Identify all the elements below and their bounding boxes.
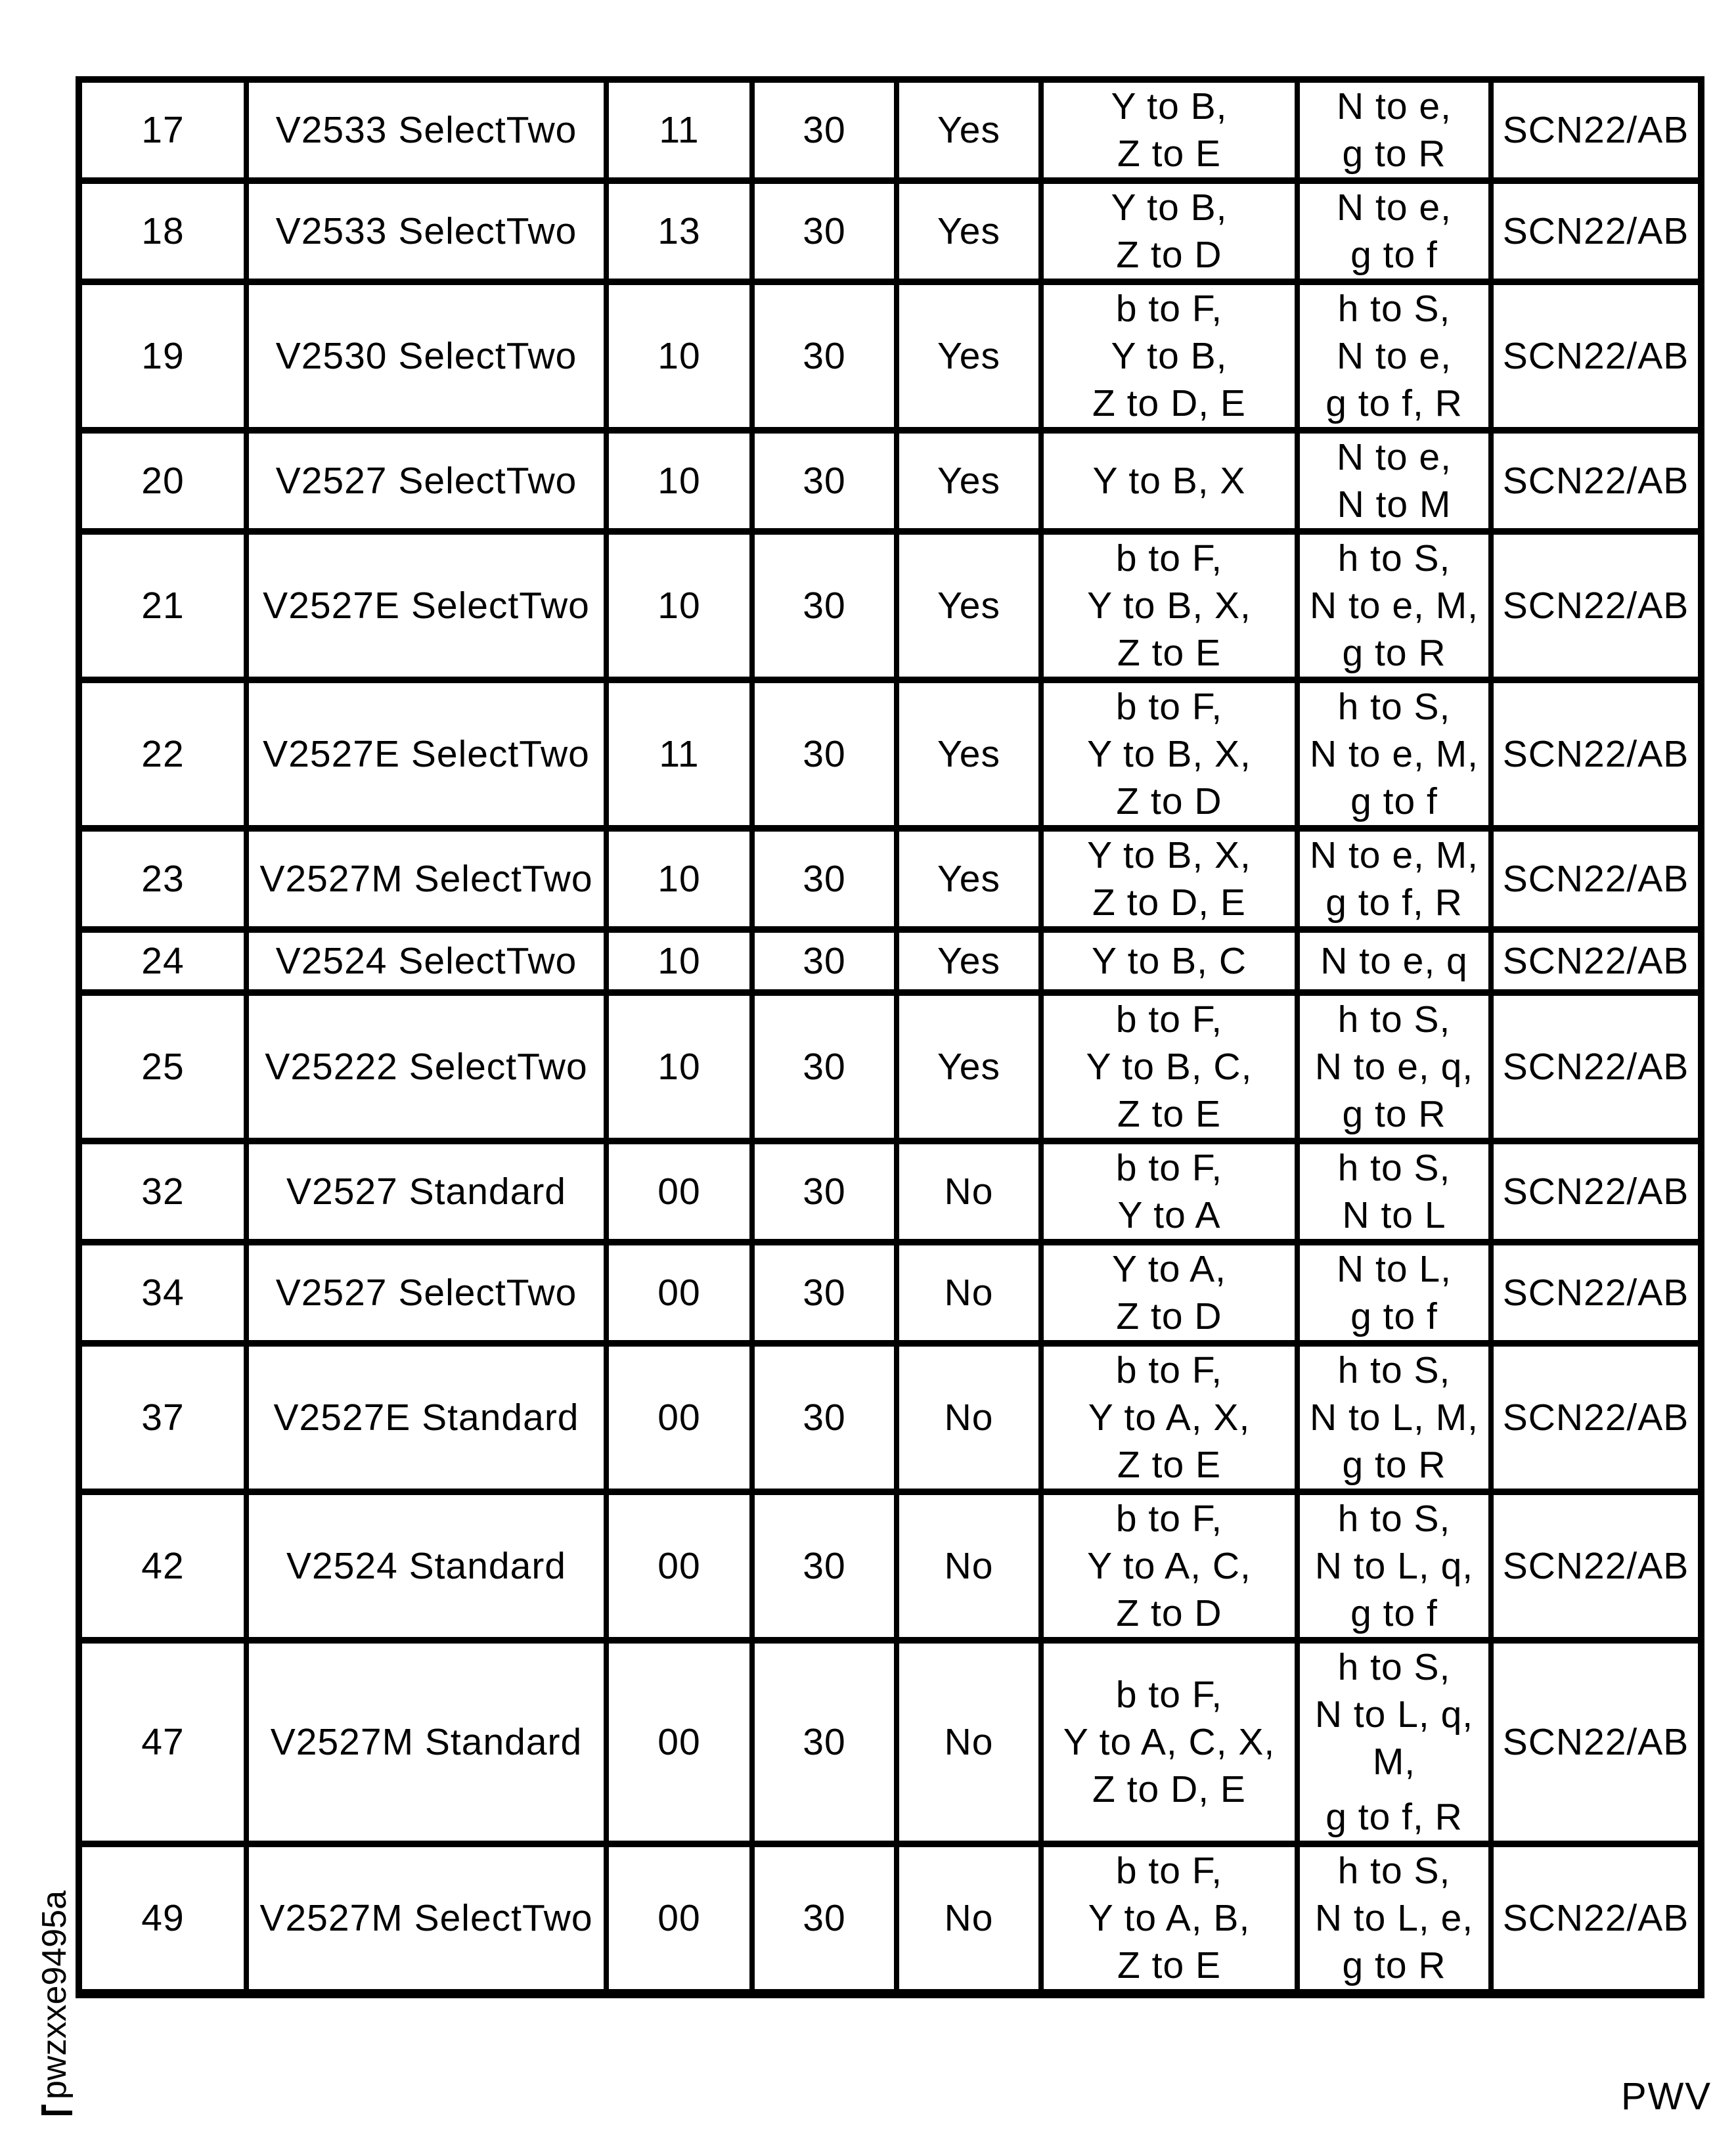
cell-code: 00 (606, 1343, 752, 1492)
mapping-line: N to e, (1337, 436, 1452, 478)
cell-model: V2527E SelectTwo (246, 680, 606, 828)
cell-model: V2524 SelectTwo (246, 929, 606, 993)
mapping-line: Y to B, X (1092, 460, 1246, 502)
mapping-line: g to f (1350, 234, 1438, 276)
cell-model: V2533 SelectTwo (246, 181, 606, 282)
cell-quantity: 30 (752, 282, 897, 430)
mapping-line: h to S, (1337, 686, 1451, 728)
cell-flag: No (897, 1343, 1041, 1492)
cell-code: 10 (606, 929, 752, 993)
cell-quantity: 30 (752, 680, 897, 828)
table-row (79, 430, 1701, 531)
cell-quantity: 30 (752, 1242, 897, 1343)
mapping-line: h to S, (1337, 1498, 1451, 1540)
cell-mapping-secondary (1297, 282, 1491, 430)
cell-mapping-primary (1041, 1343, 1297, 1492)
cell-code: 00 (606, 1640, 752, 1844)
mapping-line: N to e, (1337, 85, 1452, 127)
cell-flag: Yes (897, 993, 1041, 1141)
mapping-line: b to F, (1115, 1674, 1223, 1716)
mapping-line: N to L (1342, 1194, 1446, 1236)
mapping-line: b to F, (1115, 537, 1223, 579)
table-row (79, 680, 1701, 828)
cell-code: 11 (606, 680, 752, 828)
mapping-line: N to L, q, (1314, 1693, 1474, 1736)
cell-mapping-secondary (1297, 79, 1491, 181)
mapping-line: Z to E (1117, 1093, 1222, 1135)
cell-index: 37 (79, 1343, 246, 1492)
mapping-line: g to R (1342, 632, 1446, 674)
page-mark: PWV (1621, 2075, 1712, 2118)
mapping-line: Z to D (1116, 1295, 1222, 1337)
cell-model: V2524 Standard (246, 1492, 606, 1640)
cell-code: 13 (606, 181, 752, 282)
mapping-line: Z to E (1117, 133, 1222, 175)
mapping-line: Y to B, (1111, 335, 1228, 377)
mapping-line: Y to B, (1111, 187, 1228, 229)
mapping-line: g to R (1342, 133, 1446, 175)
cell-code: 10 (606, 282, 752, 430)
cell-model: V2527M Standard (246, 1640, 606, 1844)
mapping-line: Y to B, X, (1087, 834, 1251, 876)
mapping-line: Y to A, X, (1088, 1397, 1251, 1439)
cell-code: 00 (606, 1492, 752, 1640)
table-row (79, 1492, 1701, 1640)
table-row (79, 79, 1701, 181)
cell-index: 24 (79, 929, 246, 993)
mapping-line: Y to B, X, (1087, 585, 1251, 627)
cell-index: 22 (79, 680, 246, 828)
mapping-line: g to f (1350, 780, 1438, 822)
mapping-line: g to f, R (1325, 382, 1463, 424)
cell-scn: SCN22/AB (1491, 1492, 1701, 1640)
cell-code: 00 (606, 1242, 752, 1343)
cell-quantity: 30 (752, 993, 897, 1141)
mapping-line: h to S, (1337, 1147, 1451, 1189)
cell-mapping-secondary (1297, 1844, 1491, 1994)
cell-mapping-primary (1041, 181, 1297, 282)
cell-flag: No (897, 1640, 1041, 1844)
table-row (79, 1844, 1701, 1994)
table-body (79, 79, 1701, 1994)
cell-scn: SCN22/AB (1491, 1343, 1701, 1492)
mapping-line: b to F, (1115, 1498, 1223, 1540)
mapping-line: Y to B, C, (1086, 1046, 1253, 1088)
mapping-line: h to S, (1337, 537, 1451, 579)
cell-mapping-primary (1041, 79, 1297, 181)
cell-mapping-primary (1041, 929, 1297, 993)
mapping-line: Z to D, E (1092, 382, 1246, 424)
cell-code: 10 (606, 828, 752, 929)
mapping-line: Z to E (1117, 1444, 1222, 1486)
cell-quantity: 30 (752, 181, 897, 282)
cell-mapping-secondary (1297, 531, 1491, 680)
cell-scn: SCN22/AB (1491, 531, 1701, 680)
cell-quantity: 30 (752, 531, 897, 680)
table-row (79, 531, 1701, 680)
cell-index: 20 (79, 430, 246, 531)
mapping-line: N to e, M, (1309, 585, 1479, 627)
mapping-line: N to e, (1337, 187, 1452, 229)
cell-quantity: 30 (752, 929, 897, 993)
mapping-line: g to f, R (1325, 882, 1463, 924)
table-row (79, 181, 1701, 282)
cell-scn: SCN22/AB (1491, 929, 1701, 993)
mapping-line: Y to B, (1111, 85, 1228, 127)
mapping-line: b to F, (1115, 998, 1223, 1041)
mapping-line: Z to E (1117, 632, 1222, 674)
cell-scn: SCN22/AB (1491, 828, 1701, 929)
mapping-line: Z to D, E (1092, 1768, 1246, 1810)
cell-code: 10 (606, 531, 752, 680)
mapping-line: Y to A, C, (1087, 1545, 1251, 1587)
cell-scn: SCN22/AB (1491, 282, 1701, 430)
cell-mapping-primary (1041, 430, 1297, 531)
cell-index: 21 (79, 531, 246, 680)
cell-index: 42 (79, 1492, 246, 1640)
mapping-line: g to f (1350, 1295, 1438, 1337)
cell-mapping-primary (1041, 828, 1297, 929)
cell-mapping-secondary (1297, 1492, 1491, 1640)
mapping-line: Z to D (1116, 1592, 1222, 1634)
mapping-line: g to R (1342, 1944, 1446, 1986)
cell-code: 11 (606, 79, 752, 181)
cell-quantity: 30 (752, 1141, 897, 1242)
table-row (79, 282, 1701, 430)
cell-index: 23 (79, 828, 246, 929)
cell-flag: Yes (897, 282, 1041, 430)
mapping-line: N to e, M, (1309, 733, 1479, 775)
mapping-line: N to M (1337, 483, 1452, 526)
mapping-line: g to f (1350, 1592, 1438, 1634)
cell-mapping-primary (1041, 282, 1297, 430)
cell-flag: Yes (897, 531, 1041, 680)
cell-mapping-secondary (1297, 181, 1491, 282)
mapping-line: g to R (1342, 1093, 1446, 1135)
cell-code: 10 (606, 430, 752, 531)
cell-mapping-primary (1041, 1141, 1297, 1242)
mapping-line: Y to B, C (1091, 940, 1247, 982)
cell-scn: SCN22/AB (1491, 79, 1701, 181)
cell-mapping-secondary (1297, 1141, 1491, 1242)
cell-index: 17 (79, 79, 246, 181)
cell-flag: No (897, 1844, 1041, 1994)
cell-index: 34 (79, 1242, 246, 1343)
cell-mapping-secondary (1297, 430, 1491, 531)
mapping-line: g to R (1342, 1444, 1446, 1486)
cell-model: V2533 SelectTwo (246, 79, 606, 181)
cell-quantity: 30 (752, 1492, 897, 1640)
cell-model: V2527 SelectTwo (246, 430, 606, 531)
cell-mapping-secondary (1297, 1640, 1491, 1844)
cell-code: 00 (606, 1844, 752, 1994)
table-row (79, 993, 1701, 1141)
mapping-line: Z to D, E (1092, 882, 1246, 924)
cell-code: 00 (606, 1141, 752, 1242)
mapping-line: Z to E (1117, 1944, 1222, 1986)
cell-mapping-primary (1041, 993, 1297, 1141)
table-row (79, 1640, 1701, 1844)
mapping-line: N to e, q (1320, 940, 1468, 982)
cell-model: V2527M SelectTwo (246, 1844, 606, 1994)
corner-bracket-icon (41, 2105, 72, 2115)
cell-mapping-secondary (1297, 1242, 1491, 1343)
cell-mapping-secondary (1297, 828, 1491, 929)
cell-flag: Yes (897, 929, 1041, 993)
cell-flag: Yes (897, 79, 1041, 181)
cell-mapping-primary (1041, 1844, 1297, 1994)
mapping-line: h to S, (1337, 998, 1451, 1041)
cell-model: V2527M SelectTwo (246, 828, 606, 929)
cell-quantity: 30 (752, 1640, 897, 1844)
mapping-line: N to L, M, (1309, 1397, 1479, 1439)
cell-quantity: 30 (752, 430, 897, 531)
doc-code-text: pwzxxe9495a (35, 1891, 74, 2099)
mapping-line: Z to D (1116, 234, 1222, 276)
mapping-line: M, (1372, 1741, 1416, 1783)
cell-flag: Yes (897, 680, 1041, 828)
cell-model: V2527E SelectTwo (246, 531, 606, 680)
mapping-line: Y to B, X, (1087, 733, 1251, 775)
cell-flag: No (897, 1492, 1041, 1640)
cell-mapping-primary (1041, 680, 1297, 828)
cell-model: V2527 SelectTwo (246, 1242, 606, 1343)
mapping-line: h to S, (1337, 1349, 1451, 1391)
cell-flag: Yes (897, 430, 1041, 531)
cell-scn: SCN22/AB (1491, 1640, 1701, 1844)
cell-mapping-primary (1041, 1640, 1297, 1844)
cell-model: V2527E Standard (246, 1343, 606, 1492)
table-row (79, 1343, 1701, 1492)
mapping-line: h to S, (1337, 1646, 1451, 1688)
mapping-line: b to F, (1115, 288, 1223, 330)
cell-flag: No (897, 1242, 1041, 1343)
cell-scn: SCN22/AB (1491, 1141, 1701, 1242)
mapping-line: Y to A, C, X, (1063, 1721, 1276, 1763)
data-table (76, 76, 1704, 1998)
cell-model: V2527 Standard (246, 1141, 606, 1242)
cell-quantity: 30 (752, 1844, 897, 1994)
mapping-line: Y to A (1117, 1194, 1221, 1236)
cell-flag: Yes (897, 828, 1041, 929)
cell-mapping-secondary (1297, 993, 1491, 1141)
mapping-line: Y to A, B, (1088, 1897, 1251, 1939)
cell-mapping-primary (1041, 1492, 1297, 1640)
cell-index: 25 (79, 993, 246, 1141)
cell-mapping-secondary (1297, 680, 1491, 828)
mapping-line: b to F, (1115, 686, 1223, 728)
cell-quantity: 30 (752, 79, 897, 181)
mapping-line: Y to A, (1112, 1248, 1226, 1290)
cell-mapping-secondary (1297, 929, 1491, 993)
cell-index: 32 (79, 1141, 246, 1242)
table-row (79, 1242, 1701, 1343)
cell-index: 47 (79, 1640, 246, 1844)
table-row (79, 929, 1701, 993)
cell-scn: SCN22/AB (1491, 1242, 1701, 1343)
mapping-line: N to L, (1337, 1248, 1452, 1290)
cell-scn: SCN22/AB (1491, 1844, 1701, 1994)
cell-flag: Yes (897, 181, 1041, 282)
mapping-line: h to S, (1337, 1850, 1451, 1892)
mapping-line: h to S, (1337, 288, 1451, 330)
mapping-line: b to F, (1115, 1147, 1223, 1189)
cell-flag: No (897, 1141, 1041, 1242)
mapping-line: g to f, R (1325, 1796, 1463, 1838)
cell-code: 10 (606, 993, 752, 1141)
cell-mapping-primary (1041, 531, 1297, 680)
cell-quantity: 30 (752, 1343, 897, 1492)
cell-quantity: 30 (752, 828, 897, 929)
cell-scn: SCN22/AB (1491, 993, 1701, 1141)
table-row (79, 1141, 1701, 1242)
mapping-line: N to e, (1337, 335, 1452, 377)
mapping-line: N to e, q, (1314, 1046, 1474, 1088)
mapping-line: N to L, q, (1314, 1545, 1474, 1587)
mapping-line: Z to D (1116, 780, 1222, 822)
mapping-line: N to L, e, (1314, 1897, 1474, 1939)
cell-mapping-primary (1041, 1242, 1297, 1343)
cell-scn: SCN22/AB (1491, 181, 1701, 282)
cell-scn: SCN22/AB (1491, 680, 1701, 828)
mapping-line: N to e, M, (1309, 834, 1479, 876)
cell-mapping-secondary (1297, 1343, 1491, 1492)
mapping-line: b to F, (1115, 1850, 1223, 1892)
mapping-line: b to F, (1115, 1349, 1223, 1391)
cell-index: 18 (79, 181, 246, 282)
doc-code-vertical (34, 1891, 75, 2115)
cell-index: 49 (79, 1844, 246, 1994)
cell-index: 19 (79, 282, 246, 430)
table-row (79, 828, 1701, 929)
cell-model: V25222 SelectTwo (246, 993, 606, 1141)
cell-model: V2530 SelectTwo (246, 282, 606, 430)
cell-scn: SCN22/AB (1491, 430, 1701, 531)
